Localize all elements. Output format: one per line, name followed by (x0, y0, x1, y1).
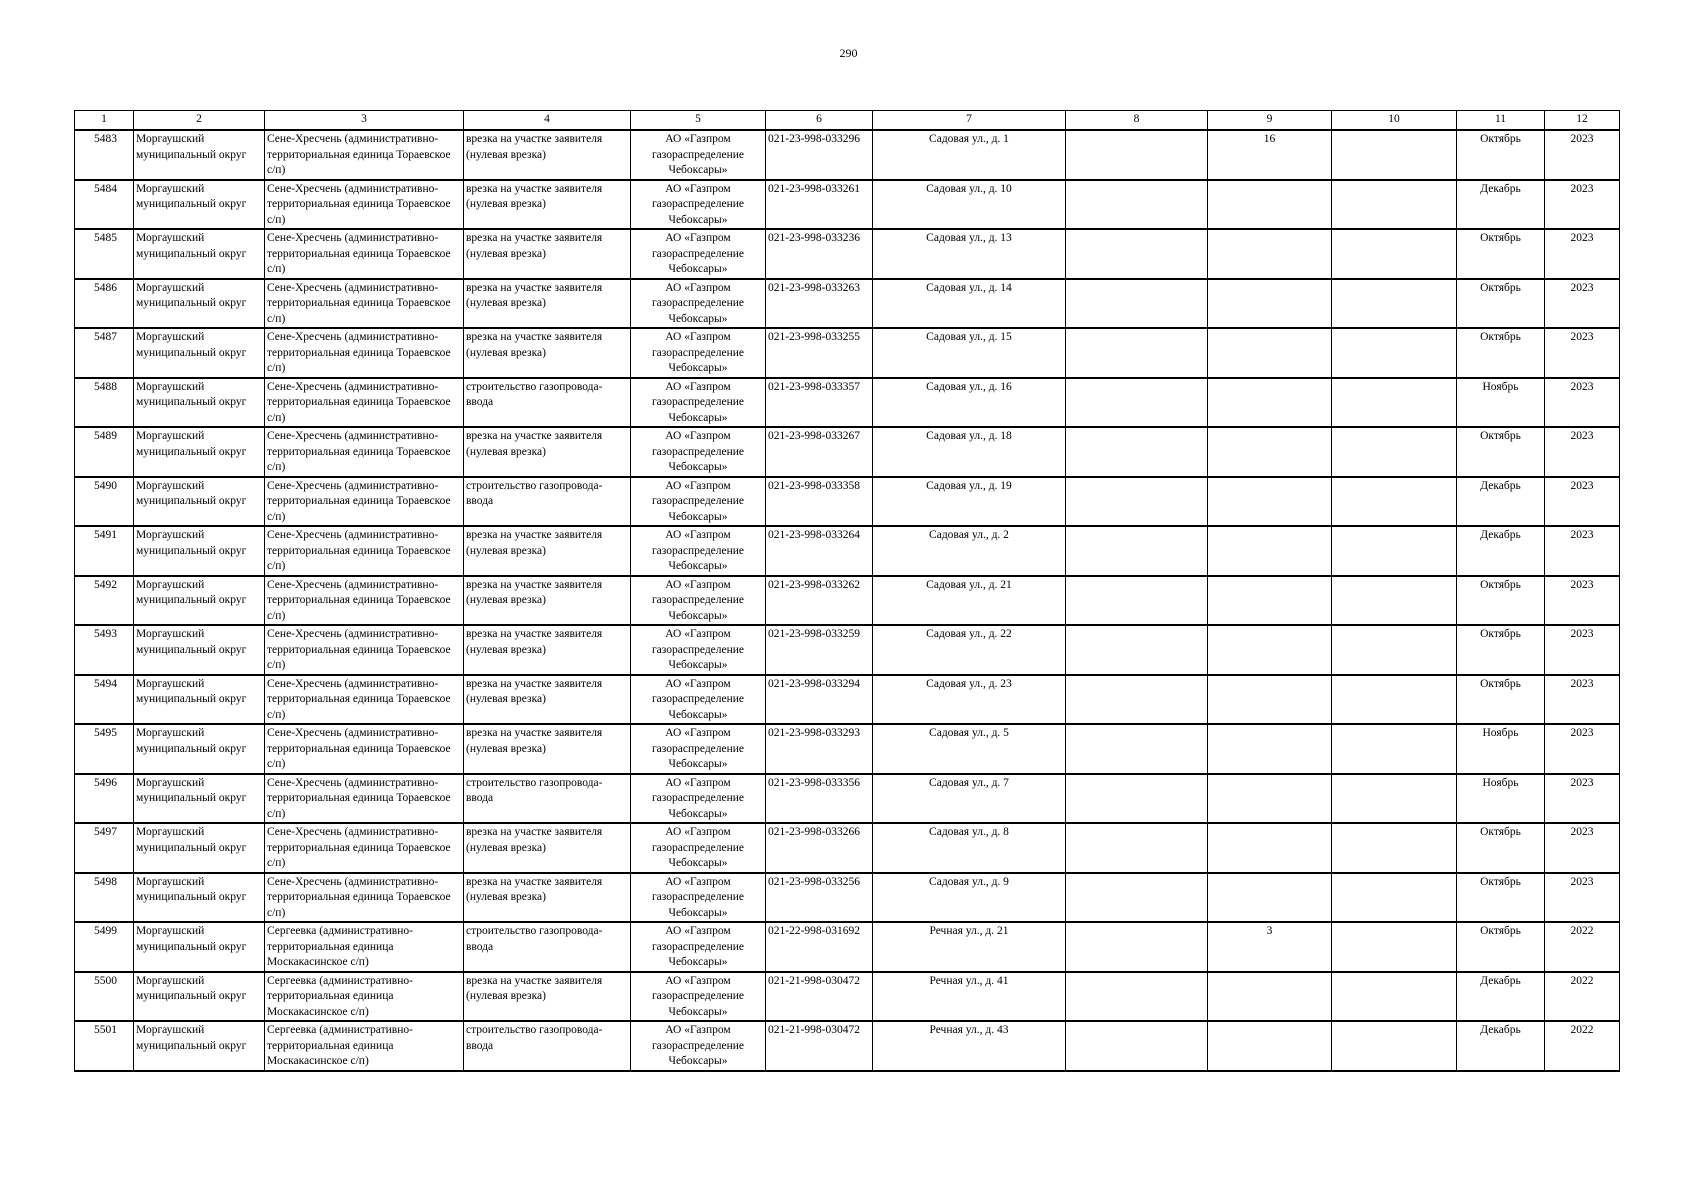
column-header: 3 (265, 111, 464, 131)
column-9-cell (1208, 180, 1332, 230)
year-cell: 2023 (1545, 378, 1620, 428)
object-code-cell: 021-23-998-033356 (766, 774, 873, 824)
column-8-cell (1066, 873, 1208, 923)
table-row (75, 922, 1620, 972)
month-cell: Октябрь (1457, 873, 1545, 923)
column-9-cell (1208, 378, 1332, 428)
year-cell: 2023 (1545, 427, 1620, 477)
district-cell: Моргаушский муниципальный округ (134, 1021, 265, 1071)
organization-cell: АО «Газпром газораспределение Чебоксары» (631, 675, 766, 725)
table-row (75, 229, 1620, 279)
year-cell: 2022 (1545, 972, 1620, 1022)
column-10-cell (1332, 229, 1457, 279)
column-10-cell (1332, 873, 1457, 923)
column-9-cell (1208, 576, 1332, 626)
organization-cell: АО «Газпром газораспределение Чебоксары» (631, 427, 766, 477)
column-10-cell (1332, 576, 1457, 626)
address-cell: Садовая ул., д. 8 (873, 823, 1066, 873)
column-header: 1 (75, 111, 134, 131)
district-cell: Моргаушский муниципальный округ (134, 576, 265, 626)
locality-cell: Сергеевка (административно-территориальная единица Москакасинское с/п) (265, 972, 464, 1022)
object-code-cell: 021-23-998-033255 (766, 328, 873, 378)
locality-cell: Сене-Хресчень (административно-территориальная единица Тораевское с/п) (265, 130, 464, 180)
locality-cell: Сене-Хресчень (административно-территориальная единица Тораевское с/п) (265, 576, 464, 626)
address-cell: Садовая ул., д. 5 (873, 724, 1066, 774)
table-row (75, 675, 1620, 725)
year-cell: 2023 (1545, 774, 1620, 824)
object-code-cell: 021-23-998-033264 (766, 526, 873, 576)
address-cell: Садовая ул., д. 14 (873, 279, 1066, 329)
row-number-cell: 5494 (75, 675, 134, 725)
locality-cell: Сене-Хресчень (административно-территориальная единица Тораевское с/п) (265, 526, 464, 576)
district-cell: Моргаушский муниципальный округ (134, 130, 265, 180)
work-type-cell: врезка на участке заявителя (нулевая врезка) (464, 972, 631, 1022)
work-type-cell: врезка на участке заявителя (нулевая врезка) (464, 823, 631, 873)
locality-cell: Сене-Хресчень (административно-территориальная единица Тораевское с/п) (265, 625, 464, 675)
object-code-cell: 021-23-998-033256 (766, 873, 873, 923)
table-row (75, 625, 1620, 675)
month-cell: Октябрь (1457, 922, 1545, 972)
column-10-cell (1332, 378, 1457, 428)
column-10-cell (1332, 724, 1457, 774)
row-number-cell: 5493 (75, 625, 134, 675)
month-cell: Ноябрь (1457, 774, 1545, 824)
column-9-cell (1208, 526, 1332, 576)
row-number-cell: 5495 (75, 724, 134, 774)
row-number-cell: 5490 (75, 477, 134, 527)
work-type-cell: врезка на участке заявителя (нулевая врезка) (464, 526, 631, 576)
column-10-cell (1332, 477, 1457, 527)
work-type-cell: врезка на участке заявителя (нулевая врезка) (464, 873, 631, 923)
organization-cell: АО «Газпром газораспределение Чебоксары» (631, 576, 766, 626)
organization-cell: АО «Газпром газораспределение Чебоксары» (631, 130, 766, 180)
district-cell: Моргаушский муниципальный округ (134, 427, 265, 477)
year-cell: 2023 (1545, 229, 1620, 279)
column-header: 4 (464, 111, 631, 131)
district-cell: Моргаушский муниципальный округ (134, 675, 265, 725)
locality-cell: Сене-Хресчень (административно-территориальная единица Тораевское с/п) (265, 180, 464, 230)
work-type-cell: строительство газопровода-ввода (464, 922, 631, 972)
object-code-cell: 021-22-998-031692 (766, 922, 873, 972)
work-type-cell: врезка на участке заявителя (нулевая врезка) (464, 229, 631, 279)
column-9-cell: 16 (1208, 130, 1332, 180)
organization-cell: АО «Газпром газораспределение Чебоксары» (631, 724, 766, 774)
work-type-cell: врезка на участке заявителя (нулевая врезка) (464, 130, 631, 180)
table-row (75, 477, 1620, 527)
district-cell: Моргаушский муниципальный округ (134, 378, 265, 428)
table-body (75, 130, 1620, 1071)
month-cell: Октябрь (1457, 130, 1545, 180)
column-9-cell: 3 (1208, 922, 1332, 972)
column-8-cell (1066, 378, 1208, 428)
column-9-cell (1208, 328, 1332, 378)
locality-cell: Сене-Хресчень (административно-территориальная единица Тораевское с/п) (265, 724, 464, 774)
address-cell: Садовая ул., д. 2 (873, 526, 1066, 576)
work-type-cell: строительство газопровода-ввода (464, 1021, 631, 1071)
table-row (75, 279, 1620, 329)
work-type-cell: строительство газопровода-ввода (464, 477, 631, 527)
row-number-cell: 5485 (75, 229, 134, 279)
row-number-cell: 5484 (75, 180, 134, 230)
month-cell: Ноябрь (1457, 378, 1545, 428)
work-type-cell: врезка на участке заявителя (нулевая врезка) (464, 279, 631, 329)
object-code-cell: 021-23-998-033296 (766, 130, 873, 180)
object-code-cell: 021-23-998-033259 (766, 625, 873, 675)
column-8-cell (1066, 328, 1208, 378)
address-cell: Садовая ул., д. 16 (873, 378, 1066, 428)
organization-cell: АО «Газпром газораспределение Чебоксары» (631, 922, 766, 972)
column-8-cell (1066, 130, 1208, 180)
column-10-cell (1332, 328, 1457, 378)
column-8-cell (1066, 279, 1208, 329)
district-cell: Моргаушский муниципальный округ (134, 625, 265, 675)
column-9-cell (1208, 625, 1332, 675)
row-number-cell: 5496 (75, 774, 134, 824)
column-header: 7 (873, 111, 1066, 131)
row-number-cell: 5491 (75, 526, 134, 576)
year-cell: 2023 (1545, 625, 1620, 675)
column-10-cell (1332, 180, 1457, 230)
locality-cell: Сене-Хресчень (административно-территориальная единица Тораевское с/п) (265, 229, 464, 279)
locality-cell: Сене-Хресчень (административно-территориальная единица Тораевское с/п) (265, 823, 464, 873)
address-cell: Садовая ул., д. 7 (873, 774, 1066, 824)
district-cell: Моргаушский муниципальный округ (134, 180, 265, 230)
work-type-cell: врезка на участке заявителя (нулевая врезка) (464, 427, 631, 477)
column-header: 11 (1457, 111, 1545, 131)
object-code-cell: 021-21-998-030472 (766, 1021, 873, 1071)
year-cell: 2023 (1545, 328, 1620, 378)
district-cell: Моргаушский муниципальный округ (134, 279, 265, 329)
address-cell: Садовая ул., д. 23 (873, 675, 1066, 725)
table-row (75, 378, 1620, 428)
column-9-cell (1208, 1021, 1332, 1071)
month-cell: Октябрь (1457, 625, 1545, 675)
address-cell: Садовая ул., д. 13 (873, 229, 1066, 279)
month-cell: Октябрь (1457, 576, 1545, 626)
column-10-cell (1332, 279, 1457, 329)
header-row (75, 111, 1620, 131)
column-10-cell (1332, 130, 1457, 180)
organization-cell: АО «Газпром газораспределение Чебоксары» (631, 625, 766, 675)
column-10-cell (1332, 972, 1457, 1022)
locality-cell: Сергеевка (административно-территориальная единица Москакасинское с/п) (265, 1021, 464, 1071)
row-number-cell: 5492 (75, 576, 134, 626)
column-9-cell (1208, 774, 1332, 824)
row-number-cell: 5488 (75, 378, 134, 428)
table-row (75, 774, 1620, 824)
address-cell: Садовая ул., д. 15 (873, 328, 1066, 378)
locality-cell: Сене-Хресчень (административно-территориальная единица Тораевское с/п) (265, 378, 464, 428)
column-8-cell (1066, 972, 1208, 1022)
object-code-cell: 021-23-998-033266 (766, 823, 873, 873)
month-cell: Декабрь (1457, 972, 1545, 1022)
work-type-cell: врезка на участке заявителя (нулевая врезка) (464, 625, 631, 675)
organization-cell: АО «Газпром газораспределение Чебоксары» (631, 328, 766, 378)
organization-cell: АО «Газпром газораспределение Чебоксары» (631, 823, 766, 873)
column-8-cell (1066, 625, 1208, 675)
column-9-cell (1208, 427, 1332, 477)
row-number-cell: 5499 (75, 922, 134, 972)
month-cell: Октябрь (1457, 427, 1545, 477)
month-cell: Декабрь (1457, 477, 1545, 527)
column-header: 9 (1208, 111, 1332, 131)
page-number: 290 (839, 46, 858, 60)
locality-cell: Сене-Хресчень (административно-территориальная единица Тораевское с/п) (265, 427, 464, 477)
column-9-cell (1208, 279, 1332, 329)
district-cell: Моргаушский муниципальный округ (134, 477, 265, 527)
organization-cell: АО «Газпром газораспределение Чебоксары» (631, 180, 766, 230)
table-row (75, 130, 1620, 180)
column-8-cell (1066, 180, 1208, 230)
object-code-cell: 021-23-998-033261 (766, 180, 873, 230)
month-cell: Октябрь (1457, 229, 1545, 279)
address-cell: Садовая ул., д. 22 (873, 625, 1066, 675)
month-cell: Октябрь (1457, 823, 1545, 873)
column-8-cell (1066, 477, 1208, 527)
column-9-cell (1208, 823, 1332, 873)
column-9-cell (1208, 724, 1332, 774)
column-8-cell (1066, 427, 1208, 477)
district-cell: Моргаушский муниципальный округ (134, 328, 265, 378)
address-cell: Садовая ул., д. 19 (873, 477, 1066, 527)
month-cell: Октябрь (1457, 328, 1545, 378)
object-code-cell: 021-23-998-033357 (766, 378, 873, 428)
row-number-cell: 5501 (75, 1021, 134, 1071)
column-9-cell (1208, 972, 1332, 1022)
column-8-cell (1066, 724, 1208, 774)
column-9-cell (1208, 229, 1332, 279)
month-cell: Декабрь (1457, 180, 1545, 230)
address-cell: Садовая ул., д. 18 (873, 427, 1066, 477)
district-cell: Моргаушский муниципальный округ (134, 724, 265, 774)
district-cell: Моргаушский муниципальный округ (134, 774, 265, 824)
locality-cell: Сене-Хресчень (административно-территориальная единица Тораевское с/п) (265, 477, 464, 527)
column-header: 6 (766, 111, 873, 131)
column-10-cell (1332, 427, 1457, 477)
district-cell: Моргаушский муниципальный округ (134, 972, 265, 1022)
address-cell: Речная ул., д. 21 (873, 922, 1066, 972)
column-header: 8 (1066, 111, 1208, 131)
table-header (75, 111, 1620, 131)
column-header: 12 (1545, 111, 1620, 131)
table-row (75, 526, 1620, 576)
object-code-cell: 021-23-998-033294 (766, 675, 873, 725)
column-8-cell (1066, 774, 1208, 824)
month-cell: Ноябрь (1457, 724, 1545, 774)
row-number-cell: 5487 (75, 328, 134, 378)
year-cell: 2023 (1545, 526, 1620, 576)
column-header: 10 (1332, 111, 1457, 131)
object-code-cell: 021-21-998-030472 (766, 972, 873, 1022)
work-type-cell: врезка на участке заявителя (нулевая врезка) (464, 724, 631, 774)
column-10-cell (1332, 526, 1457, 576)
row-number-cell: 5489 (75, 427, 134, 477)
month-cell: Октябрь (1457, 675, 1545, 725)
table-row (75, 328, 1620, 378)
table-row (75, 1021, 1620, 1071)
column-9-cell (1208, 873, 1332, 923)
work-type-cell: врезка на участке заявителя (нулевая врезка) (464, 328, 631, 378)
register-table (74, 110, 1620, 1072)
locality-cell: Сене-Хресчень (административно-территориальная единица Тораевское с/п) (265, 873, 464, 923)
address-cell: Садовая ул., д. 1 (873, 130, 1066, 180)
column-8-cell (1066, 675, 1208, 725)
work-type-cell: строительство газопровода-ввода (464, 378, 631, 428)
object-code-cell: 021-23-998-033267 (766, 427, 873, 477)
column-10-cell (1332, 675, 1457, 725)
column-8-cell (1066, 823, 1208, 873)
object-code-cell: 021-23-998-033293 (766, 724, 873, 774)
work-type-cell: врезка на участке заявителя (нулевая врезка) (464, 675, 631, 725)
column-10-cell (1332, 774, 1457, 824)
organization-cell: АО «Газпром газораспределение Чебоксары» (631, 873, 766, 923)
table-row (75, 576, 1620, 626)
table-row (75, 823, 1620, 873)
organization-cell: АО «Газпром газораспределение Чебоксары» (631, 526, 766, 576)
row-number-cell: 5486 (75, 279, 134, 329)
month-cell: Декабрь (1457, 526, 1545, 576)
year-cell: 2023 (1545, 576, 1620, 626)
table-row (75, 972, 1620, 1022)
column-10-cell (1332, 823, 1457, 873)
month-cell: Декабрь (1457, 1021, 1545, 1071)
row-number-cell: 5498 (75, 873, 134, 923)
locality-cell: Сене-Хресчень (административно-территориальная единица Тораевское с/п) (265, 328, 464, 378)
address-cell: Садовая ул., д. 10 (873, 180, 1066, 230)
organization-cell: АО «Газпром газораспределение Чебоксары» (631, 477, 766, 527)
column-8-cell (1066, 526, 1208, 576)
table-row (75, 873, 1620, 923)
address-cell: Садовая ул., д. 21 (873, 576, 1066, 626)
year-cell: 2022 (1545, 922, 1620, 972)
row-number-cell: 5483 (75, 130, 134, 180)
work-type-cell: строительство газопровода-ввода (464, 774, 631, 824)
year-cell: 2023 (1545, 873, 1620, 923)
column-9-cell (1208, 477, 1332, 527)
year-cell: 2023 (1545, 180, 1620, 230)
year-cell: 2023 (1545, 477, 1620, 527)
district-cell: Моргаушский муниципальный округ (134, 922, 265, 972)
organization-cell: АО «Газпром газораспределение Чебоксары» (631, 279, 766, 329)
object-code-cell: 021-23-998-033262 (766, 576, 873, 626)
locality-cell: Сергеевка (административно-территориальная единица Москакасинское с/п) (265, 922, 464, 972)
locality-cell: Сене-Хресчень (административно-территориальная единица Тораевское с/п) (265, 675, 464, 725)
column-8-cell (1066, 1021, 1208, 1071)
locality-cell: Сене-Хресчень (административно-территориальная единица Тораевское с/п) (265, 774, 464, 824)
district-cell: Моргаушский муниципальный округ (134, 873, 265, 923)
year-cell: 2023 (1545, 279, 1620, 329)
column-8-cell (1066, 576, 1208, 626)
organization-cell: АО «Газпром газораспределение Чебоксары» (631, 1021, 766, 1071)
object-code-cell: 021-23-998-033263 (766, 279, 873, 329)
column-9-cell (1208, 675, 1332, 725)
column-10-cell (1332, 625, 1457, 675)
address-cell: Речная ул., д. 41 (873, 972, 1066, 1022)
column-header: 2 (134, 111, 265, 131)
column-8-cell (1066, 229, 1208, 279)
table-row (75, 724, 1620, 774)
row-number-cell: 5500 (75, 972, 134, 1022)
column-10-cell (1332, 1021, 1457, 1071)
locality-cell: Сене-Хресчень (административно-территориальная единица Тораевское с/п) (265, 279, 464, 329)
district-cell: Моргаушский муниципальный округ (134, 229, 265, 279)
row-number-cell: 5497 (75, 823, 134, 873)
year-cell: 2022 (1545, 1021, 1620, 1071)
column-header: 5 (631, 111, 766, 131)
year-cell: 2023 (1545, 675, 1620, 725)
column-8-cell (1066, 922, 1208, 972)
district-cell: Моргаушский муниципальный округ (134, 823, 265, 873)
organization-cell: АО «Газпром газораспределение Чебоксары» (631, 229, 766, 279)
work-type-cell: врезка на участке заявителя (нулевая врезка) (464, 576, 631, 626)
column-10-cell (1332, 922, 1457, 972)
address-cell: Речная ул., д. 43 (873, 1021, 1066, 1071)
object-code-cell: 021-23-998-033358 (766, 477, 873, 527)
table-row (75, 180, 1620, 230)
object-code-cell: 021-23-998-033236 (766, 229, 873, 279)
district-cell: Моргаушский муниципальный округ (134, 526, 265, 576)
organization-cell: АО «Газпром газораспределение Чебоксары» (631, 972, 766, 1022)
organization-cell: АО «Газпром газораспределение Чебоксары» (631, 774, 766, 824)
month-cell: Октябрь (1457, 279, 1545, 329)
year-cell: 2023 (1545, 130, 1620, 180)
year-cell: 2023 (1545, 724, 1620, 774)
work-type-cell: врезка на участке заявителя (нулевая врезка) (464, 180, 631, 230)
organization-cell: АО «Газпром газораспределение Чебоксары» (631, 378, 766, 428)
year-cell: 2023 (1545, 823, 1620, 873)
address-cell: Садовая ул., д. 9 (873, 873, 1066, 923)
table-row (75, 427, 1620, 477)
